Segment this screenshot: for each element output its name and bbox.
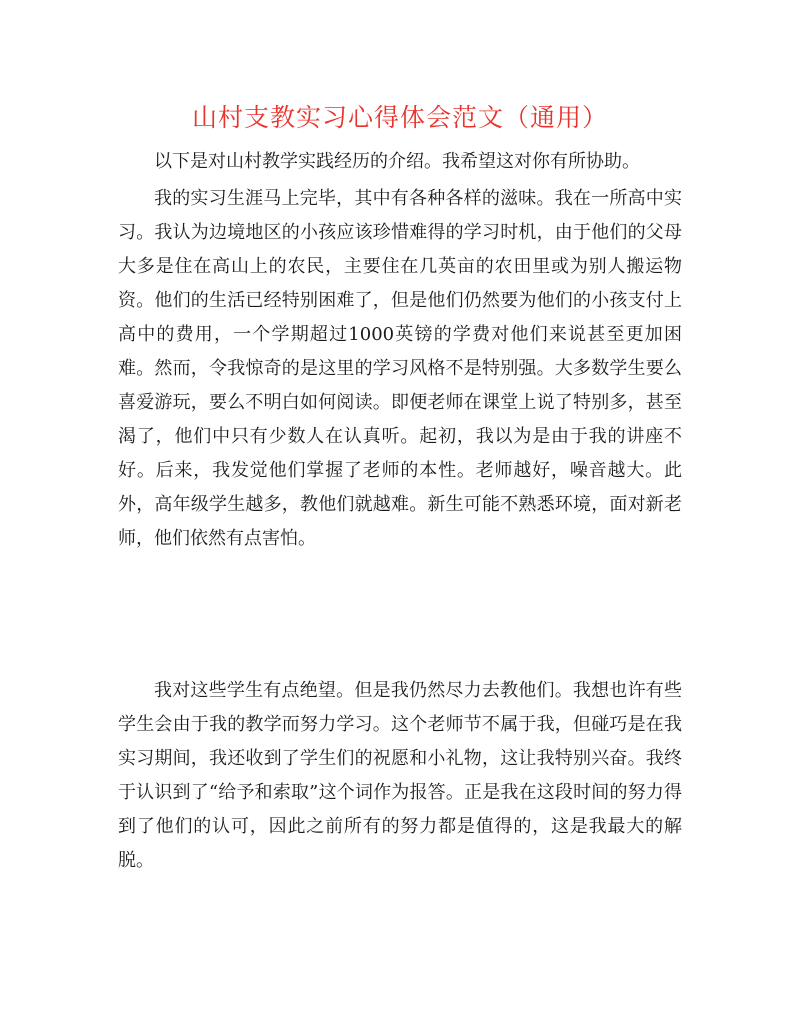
body-paragraph-1: 我的实习生涯马上完毕，其中有各种各样的滋味。我在一所高中实习。我认为边境地区的小孩应该珍惜难得的学习时机，由于他们的父母大多是住在高山上的农民，主要住在几英亩的农田里或为别人搬运物资。他们的生活已经特别困难了，但是他们仍然要为他们的小孩支付上高中的费用，一个学期超过1000英镑的学费对他们来说甚至更加困难。然而，令我惊奇的是这里的学习风格不是特别强。大多数学生要么喜爱游玩，要么不明白如何阅读。即便老师在课堂上说了特别多，甚至渴了，他们中只有少数人在认真听。起初，我以为是由于我的讲座不好。后来，我发觉他们掌握了老师的本性。老师越好，噪音越大。此外，高年级学生越多，教他们就越难。新生可能不熟悉环境，面对新老师，他们依然有点害怕。 [118,188,682,549]
document-title: 山村支教实习心得体会范文（通用） [191,103,608,132]
body-paragraph-2: 我对这些学生有点绝望。但是我仍然尽力去教他们。我想也许有些学生会由于我的教学而努力学习。这个老师节不属于我，但碰巧是在我实习期间，我还收到了学生们的祝愿和小礼物，这让我特别兴奋。我终于认识到了“给予和索取”这个词作为报答。正是我在这段时间的努力得到了他们的认可，因此之前所有的努力都是值得的，这是我最大的解脱。 [118,680,682,871]
intro-paragraph: 以下是对山村教学实践经历的介绍。我希望这对你有所协助。 [154,151,640,172]
